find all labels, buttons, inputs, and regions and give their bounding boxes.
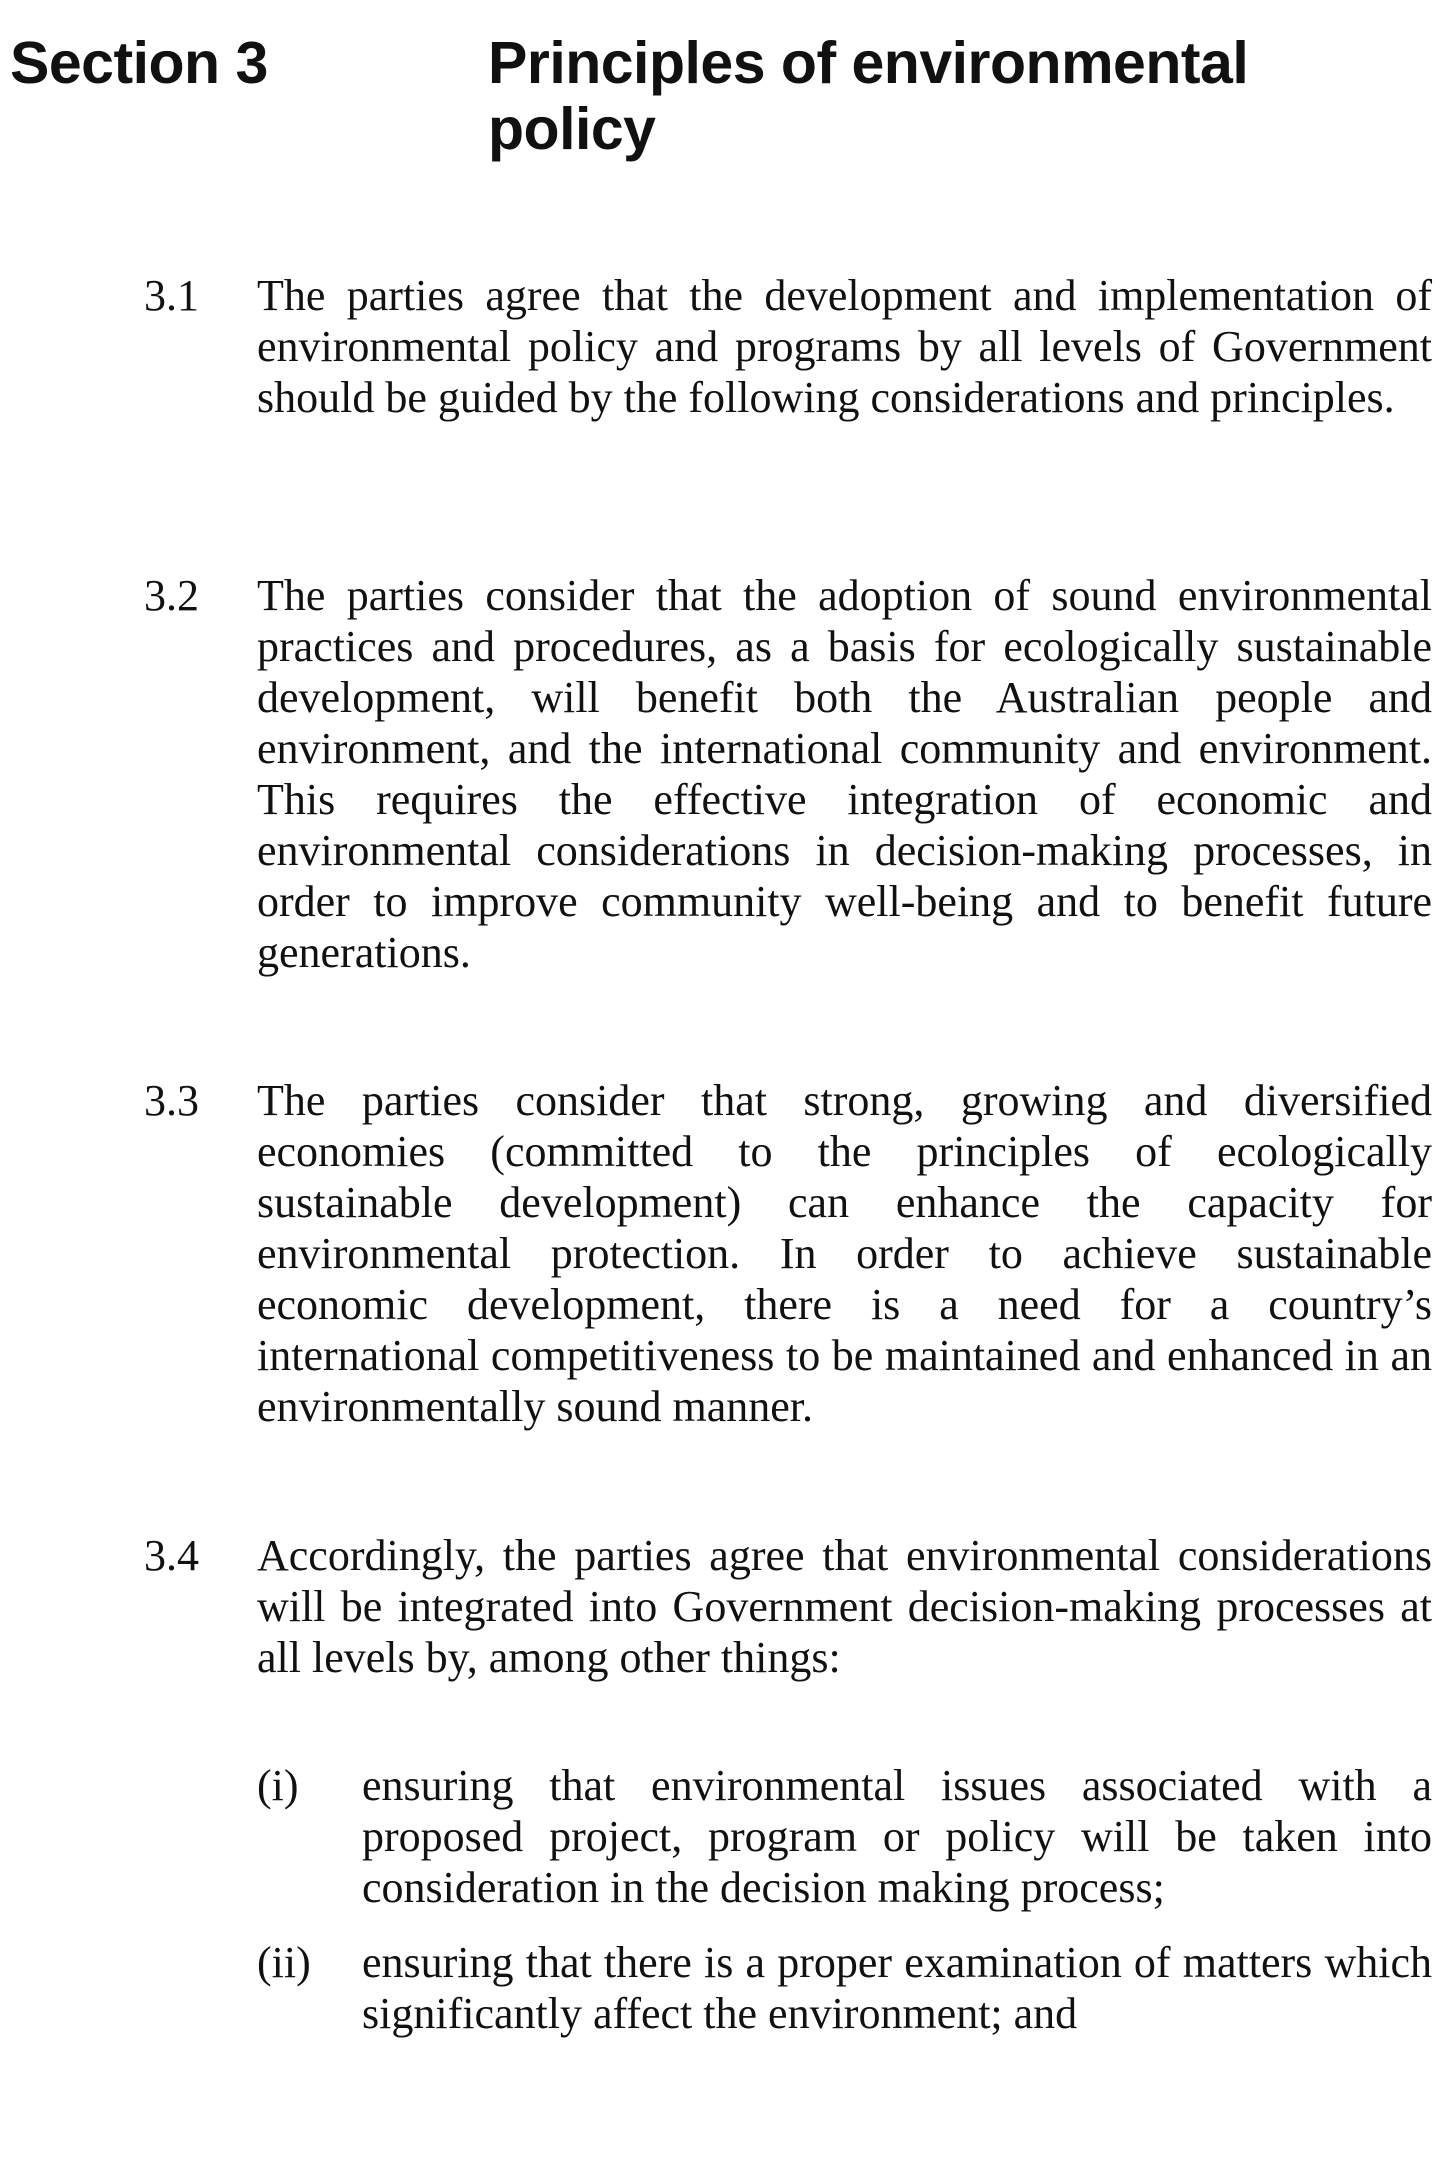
item-marker: (i) bbox=[257, 1761, 299, 1810]
clause-text: The parties agree that the development and implementation of environmental policy and programs by all levels of Government should be guided by the following considerations and principles. bbox=[257, 271, 1432, 422]
item-marker: (ii) bbox=[257, 1938, 311, 1987]
item-text: ensuring that there is a proper examination of matters which significantly affect the environment; and bbox=[362, 1938, 1432, 2038]
clause-text: The parties consider that the adoption of sound environmental practices and procedures, as a basis for ecologically sustainable development, will benefit both the Australian people and environment, and the international community and environment. This requires the effective integration of economic and environmental considerations in decision-making processes, in order to improve community well-being and to benefit future generations. bbox=[257, 571, 1432, 977]
clause-text: The parties consider that strong, growing and diversified economies (committed to the principles of ecologically sustainable development) can enhance the capacity for environmental protection. In order to achieve sustainable economic development, there is a need for a country’s international competitiveness to be maintained and enhanced in an environmentally sound manner. bbox=[257, 1076, 1432, 1431]
clause-text: Accordingly, the parties agree that environmental considerations will be integrated into Government decision-making processes at all levels by, among other things: bbox=[257, 1531, 1432, 1682]
section-number: Section 3 bbox=[10, 30, 268, 96]
item-text: ensuring that environmental issues associated with a proposed project, program or policy will be taken into consideration in the decision making process; bbox=[362, 1761, 1432, 1912]
clause-number: 3.4 bbox=[144, 1531, 199, 1580]
clause-number: 3.2 bbox=[144, 571, 199, 620]
clause-number: 3.3 bbox=[144, 1076, 199, 1125]
section-title: Principles of environmental policy bbox=[488, 30, 1249, 162]
clause-number: 3.1 bbox=[144, 271, 199, 320]
